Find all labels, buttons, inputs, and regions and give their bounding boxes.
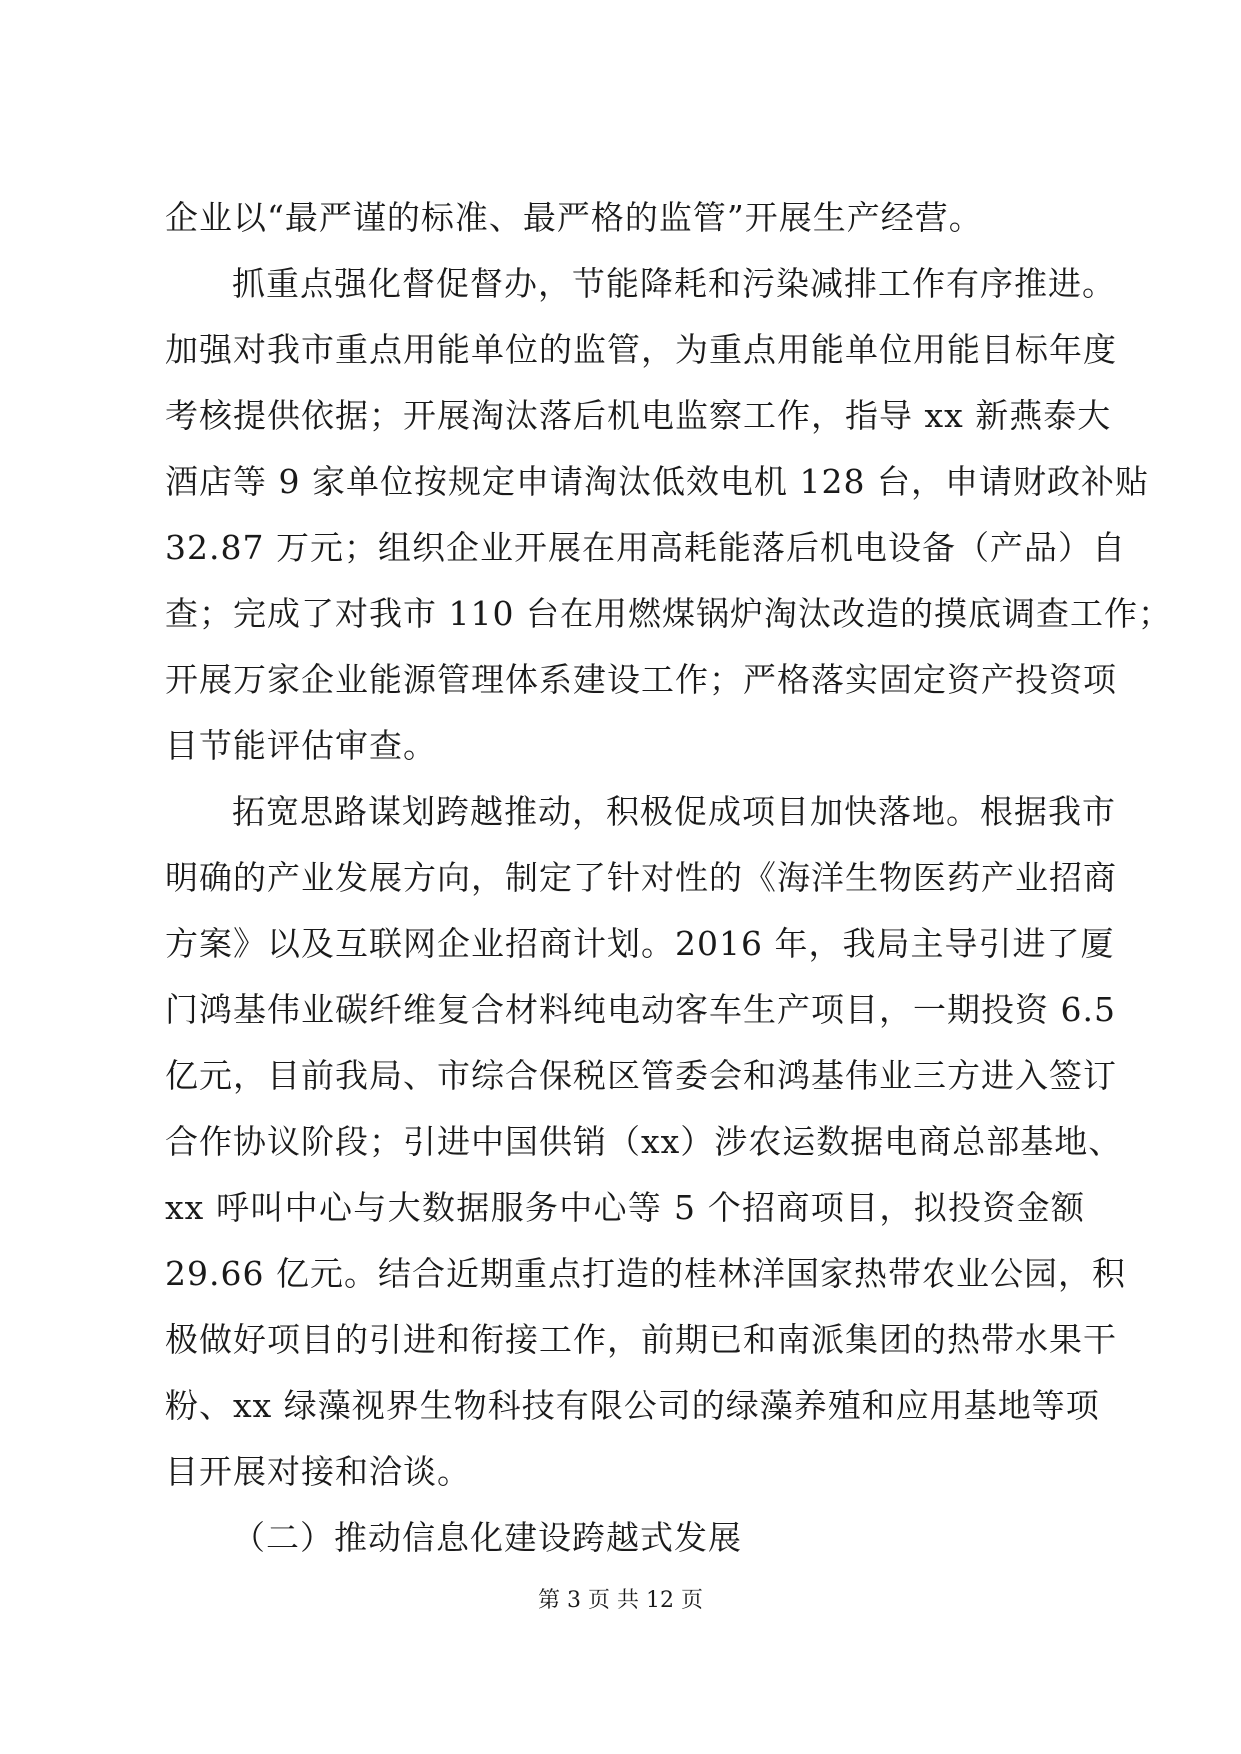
- paragraph-line: 32.87 万元；组织企业开展在用高耗能落后机电设备（产品）自: [165, 528, 1126, 567]
- paragraph-line: xx 呼叫中心与大数据服务中心等 5 个招商项目，拟投资金额: [165, 1188, 1085, 1227]
- paragraph-line: 考核提供依据；开展淘汰落后机电监察工作，指导 xx 新燕泰大: [165, 396, 1112, 435]
- paragraph-line: 拓宽思路谋划跨越推动，积极促成项目加快落地。根据我市: [232, 792, 1116, 831]
- paragraph-line: 开展万家企业能源管理体系建设工作；严格落实固定资产投资项: [165, 660, 1117, 699]
- page-footer: 第 3 页 共 12 页: [538, 1588, 703, 1613]
- paragraph-line: 粉、xx 绿藻视界生物科技有限公司的绿藻养殖和应用基地等项: [165, 1386, 1100, 1425]
- paragraph-line: 加强对我市重点用能单位的监管，为重点用能单位用能目标年度: [165, 330, 1117, 369]
- paragraph-line: 亿元，目前我局、市综合保税区管委会和鸿基伟业三方进入签订: [165, 1056, 1117, 1095]
- paragraph-line: 极做好项目的引进和衔接工作，前期已和南派集团的热带水果干: [165, 1320, 1117, 1359]
- paragraph-line: 查；完成了对我市 110 台在用燃煤锅炉淘汰改造的摸底调查工作；: [165, 594, 1172, 633]
- paragraph-line: 抓重点强化督促督办，节能降耗和污染减排工作有序推进。: [232, 264, 1116, 303]
- paragraph-line: 目开展对接和洽谈。: [165, 1452, 471, 1491]
- paragraph-line: 29.66 亿元。结合近期重点打造的桂林洋国家热带农业公园，积: [165, 1254, 1126, 1293]
- section-heading: （二）推动信息化建设跨越式发展: [232, 1518, 742, 1557]
- paragraph-line: 企业以“最严谨的标准、最严格的监管”开展生产经营。: [165, 198, 983, 237]
- paragraph-line: 门鸿基伟业碳纤维复合材料纯电动客车生产项目，一期投资 6.5: [165, 990, 1116, 1029]
- paragraph-line: 方案》以及互联网企业招商计划。2016 年，我局主导引进了厦: [165, 924, 1115, 963]
- paragraph-line: 合作协议阶段；引进中国供销（xx）涉农运数据电商总部基地、: [165, 1122, 1123, 1161]
- paragraph-line: 明确的产业发展方向，制定了针对性的《海洋生物医药产业招商: [165, 858, 1117, 897]
- paragraph-line: 酒店等 9 家单位按规定申请淘汰低效电机 128 台，申请财政补贴: [165, 462, 1149, 501]
- paragraph-line: 目节能评估审查。: [165, 726, 437, 765]
